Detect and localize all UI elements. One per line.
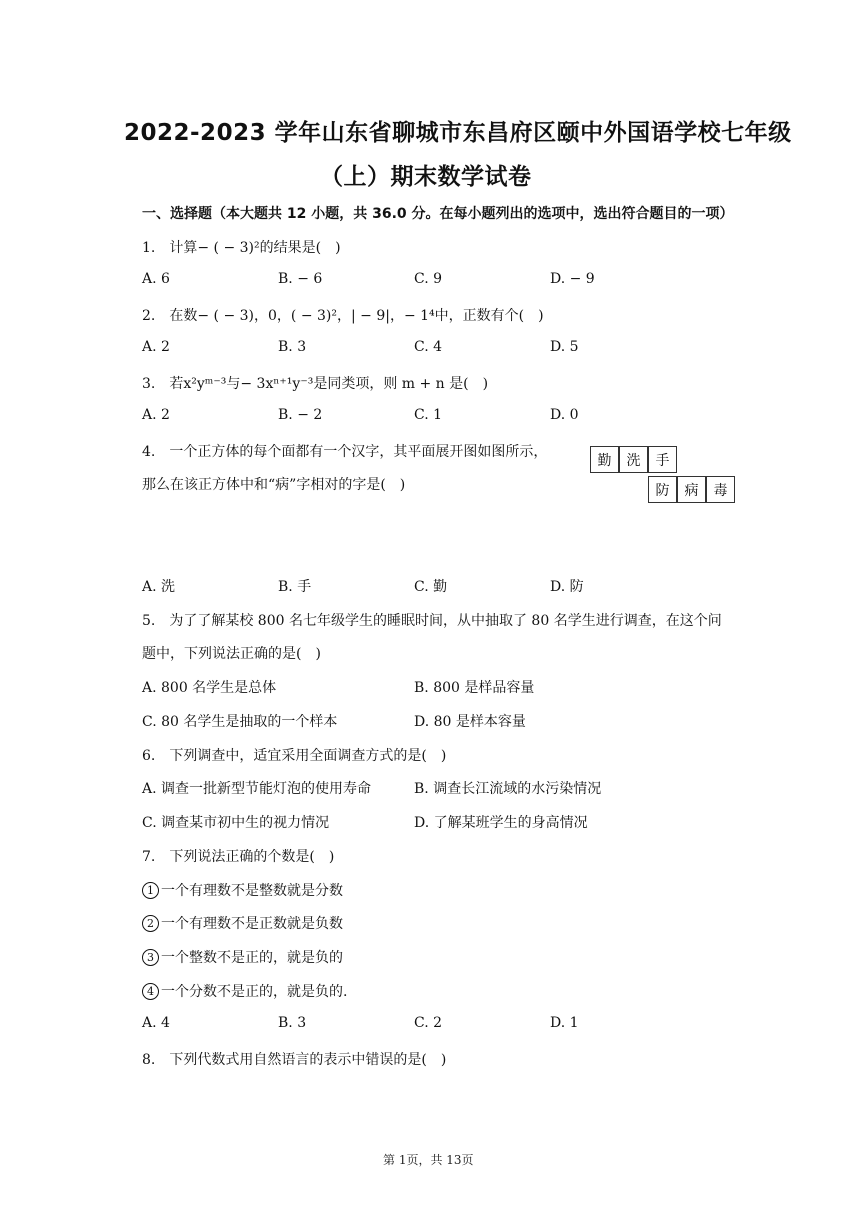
circled-number-1: 1: [142, 882, 159, 899]
question-4-stem-cont: 那么在该正方体中和“病”字相对的字是( ): [142, 477, 406, 493]
question-5-stem-cont: 题中，下列说法正确的是( ): [142, 646, 321, 662]
circled-number-3: 3: [142, 949, 159, 966]
question-6-option-c: C. 调查某市初中生的视力情况: [142, 815, 330, 831]
question-7-stem: 7. 下列说法正确的个数是( ): [142, 849, 335, 865]
question-7-item-3: 3 一个整数不是正的，就是负的: [142, 947, 343, 967]
question-1-option-a: A. 6: [142, 271, 170, 287]
question-2-option-d: D. 5: [550, 339, 579, 355]
question-3-option-b: B. − 2: [278, 407, 323, 423]
question-1-option-c: C. 9: [414, 271, 443, 287]
question-8-stem: 8. 下列代数式用自然语言的表示中错误的是( ): [142, 1052, 447, 1068]
question-7-option-d: D. 1: [550, 1015, 579, 1031]
question-3-stem: 3. 若x²yᵐ⁻³与− 3xⁿ⁺¹y⁻³是同类项，则 m + n 是( ): [142, 376, 489, 392]
question-7-option-c: C. 2: [414, 1015, 443, 1031]
page-title-line1: 2022-2023 学年山东省聊城市东昌府区颐中外国语学校七年级: [124, 120, 792, 146]
question-2-option-c: C. 4: [414, 339, 443, 355]
question-2-stem: 2. 在数− ( − 3)，0，( − 3)²，| − 9|，− 1⁴中，正数有个( ): [142, 308, 544, 324]
question-4-option-a: A. 洗: [142, 579, 176, 595]
question-1-option-b: B. − 6: [278, 271, 323, 287]
circled-number-4: 4: [142, 983, 159, 1000]
question-5-option-d: D. 80 是样本容量: [414, 714, 526, 730]
cube-face-6: 毒: [706, 476, 735, 503]
question-7-item-1: 1 一个有理数不是整数就是分数: [142, 880, 343, 900]
question-7-item-4: 4 一个分数不是正的，就是负的.: [142, 981, 347, 1001]
question-6-option-a: A. 调查一批新型节能灯泡的使用寿命: [142, 781, 372, 797]
question-3-option-c: C. 1: [414, 407, 443, 423]
question-5-option-b: B. 800 是样品容量: [414, 680, 535, 696]
question-3-option-a: A. 2: [142, 407, 170, 423]
question-4-option-d: D. 防: [550, 579, 584, 595]
question-6-option-d: D. 了解某班学生的身高情况: [414, 815, 588, 831]
circled-number-2: 2: [142, 915, 159, 932]
page-footer: 第 1页，共 13页: [383, 1153, 474, 1167]
cube-face-3: 手: [648, 446, 677, 473]
cube-face-2: 洗: [619, 446, 648, 473]
question-3-option-d: D. 0: [550, 407, 579, 423]
question-1-option-d: D. − 9: [550, 271, 595, 287]
cube-face-1: 勤: [590, 446, 619, 473]
question-5-option-a: A. 800 名学生是总体: [142, 680, 277, 696]
question-6-stem: 6. 下列调查中，适宜采用全面调查方式的是( ): [142, 748, 447, 764]
question-7-option-b: B. 3: [278, 1015, 307, 1031]
cube-face-4: 防: [648, 476, 677, 503]
question-4-option-c: C. 勤: [414, 579, 448, 595]
question-6-option-b: B. 调查长江流域的水污染情况: [414, 781, 602, 797]
question-7-option-a: A. 4: [142, 1015, 170, 1031]
question-5-stem: 5. 为了了解某校 800 名七年级学生的睡眠时间，从中抽取了 80 名学生进行调查，在这个问: [142, 613, 722, 629]
question-4-stem: 4. 一个正方体的每个面都有一个汉字，其平面展开图如图所示，: [142, 444, 548, 460]
question-5-option-c: C. 80 名学生是抽取的一个样本: [142, 714, 338, 730]
question-1-stem: 1. 计算− ( − 3)²的结果是( ): [142, 240, 341, 256]
page-title-line2: （上）期末数学试卷: [320, 164, 532, 190]
section-heading: 一、选择题（本大题共 12 小题，共 36.0 分。在每小题列出的选项中，选出符合题目的一项）: [142, 206, 734, 222]
question-7-item-2: 2 一个有理数不是正数就是负数: [142, 913, 343, 933]
question-4-option-b: B. 手: [278, 579, 312, 595]
question-2-option-a: A. 2: [142, 339, 170, 355]
cube-face-5: 病: [677, 476, 706, 503]
question-2-option-b: B. 3: [278, 339, 307, 355]
